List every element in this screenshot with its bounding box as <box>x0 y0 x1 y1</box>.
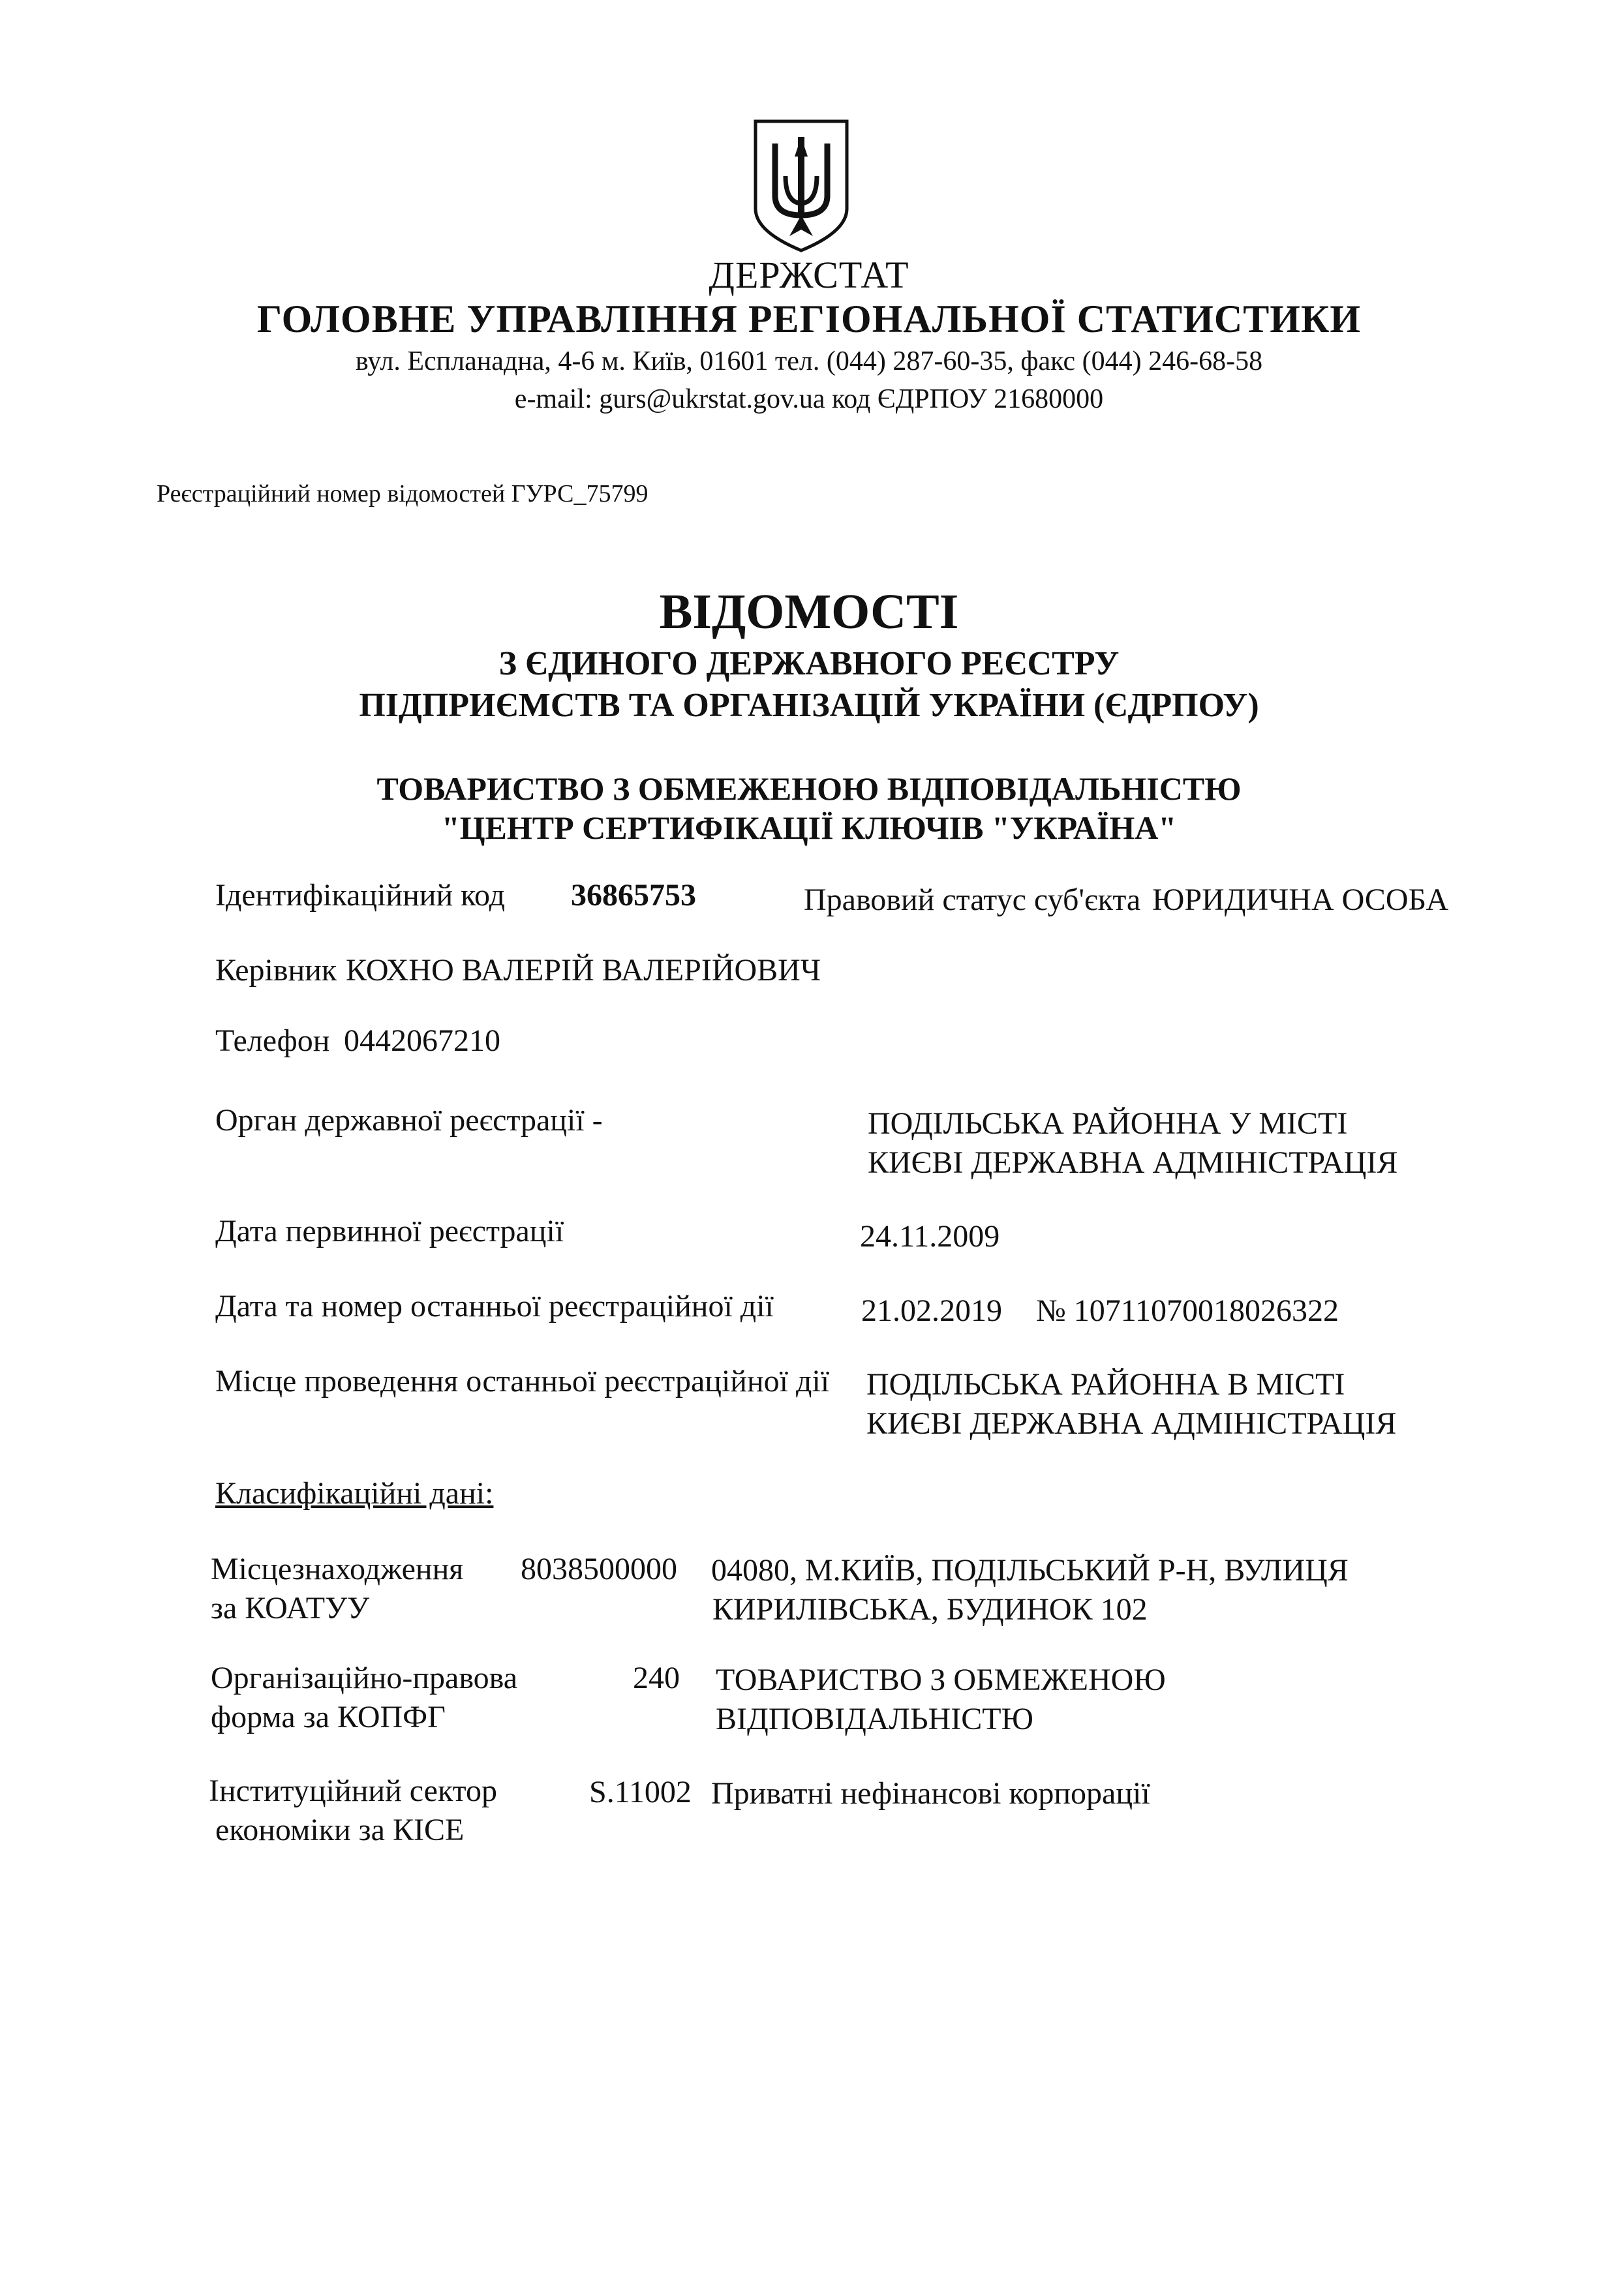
org-form-code: 240 <box>633 1661 680 1695</box>
last-action-place-line-1: ПОДІЛЬСЬКА РАЙОННА В МІСТІ <box>866 1367 1345 1402</box>
ukraine-trident-coat-of-arms-icon <box>749 117 853 254</box>
address-line: вул. Еспланадна, 4-6 м. Київ, 01601 тел. (044) 287-60-35, факс (044) 246-68-58 <box>355 346 1263 376</box>
sector-code: S.11002 <box>589 1775 692 1809</box>
document-title: ВІДОМОСТІ <box>659 584 959 639</box>
company-name-line-2: "ЦЕНТР СЕРТИФІКАЦІЇ КЛЮЧІВ "УКРАЇНА" <box>441 809 1177 846</box>
location-line-1: 04080, М.КИЇВ, ПОДІЛЬСЬКИЙ Р-Н, ВУЛИЦЯ <box>711 1553 1349 1588</box>
phone-value: 0442067210 <box>344 1023 500 1058</box>
org-form-line-1: ТОВАРИСТВО З ОБМЕЖЕНОЮ <box>716 1663 1166 1697</box>
legal-status-value: ЮРИДИЧНА ОСОБА <box>1152 883 1449 917</box>
location-label-line-1: Місцезнаходження <box>211 1552 464 1586</box>
registration-number: Реєстраційний номер відомостей ГУРС_75799 <box>157 480 649 507</box>
department-name: ГОЛОВНЕ УПРАВЛІННЯ РЕГІОНАЛЬНОЇ СТАТИСТИКИ <box>256 297 1362 340</box>
sector-label-line-1: Інституційний сектор <box>209 1774 497 1808</box>
classification-heading: Класифікаційні дані: <box>215 1476 494 1511</box>
agency-name: ДЕРЖСТАТ <box>709 254 909 296</box>
document-subtitle-2: ПІДПРИЄМСТВ ТА ОРГАНІЗАЦІЙ УКРАЇНИ (ЄДРПОУ) <box>359 687 1259 724</box>
first-reg-date-label: Дата первинної реєстрації <box>215 1214 564 1248</box>
org-form-label-line-2: форма за КОПФГ <box>211 1700 446 1734</box>
last-action-date: 21.02.2019 <box>861 1293 1002 1328</box>
reg-authority-line-1: ПОДІЛЬСЬКА РАЙОННА У МІСТІ <box>868 1106 1348 1141</box>
id-code-value: 36865753 <box>571 878 696 913</box>
location-label-line-2: за КОАТУУ <box>211 1591 370 1625</box>
document-subtitle-1: З ЄДИНОГО ДЕРЖАВНОГО РЕЄСТРУ <box>498 645 1120 682</box>
company-name-line-1: ТОВАРИСТВО З ОБМЕЖЕНОЮ ВІДПОВІДАЛЬНІСТЮ <box>376 770 1242 807</box>
location-code: 8038500000 <box>521 1552 677 1586</box>
phone-label: Телефон <box>215 1023 330 1058</box>
last-action-place-label: Місце проведення останньої реєстраційної дії <box>215 1364 830 1398</box>
legal-status-label: Правовий статус суб'єкта <box>804 883 1141 917</box>
id-code-label: Ідентифікаційний код <box>215 878 506 913</box>
org-form-line-2: ВІДПОВІДАЛЬНІСТЮ <box>716 1702 1033 1736</box>
last-action-number: № 10711070018026322 <box>1036 1293 1339 1328</box>
location-line-2: КИРИЛІВСЬКА, БУДИНОК 102 <box>712 1592 1148 1627</box>
sector-label-line-2: економіки за КІСЕ <box>215 1813 465 1847</box>
first-reg-date-value: 24.11.2009 <box>860 1219 1000 1254</box>
last-action-label: Дата та номер останньої реєстраційної дії <box>215 1289 774 1323</box>
last-action-place-line-2: КИЄВІ ДЕРЖАВНА АДМІНІСТРАЦІЯ <box>866 1406 1397 1441</box>
reg-authority-label: Орган державної реєстрації - <box>215 1103 603 1138</box>
contacts-line: e-mail: gurs@ukrstat.gov.ua код ЄДРПОУ 21680000 <box>514 384 1104 414</box>
director-label: Керівник <box>215 953 337 988</box>
reg-authority-line-2: КИЄВІ ДЕРЖАВНА АДМІНІСТРАЦІЯ <box>868 1145 1398 1180</box>
sector-value: Приватні нефінансові корпорації <box>711 1776 1150 1811</box>
org-form-label-line-1: Організаційно-правова <box>211 1661 517 1695</box>
director-value: КОХНО ВАЛЕРІЙ ВАЛЕРІЙОВИЧ <box>346 953 821 988</box>
